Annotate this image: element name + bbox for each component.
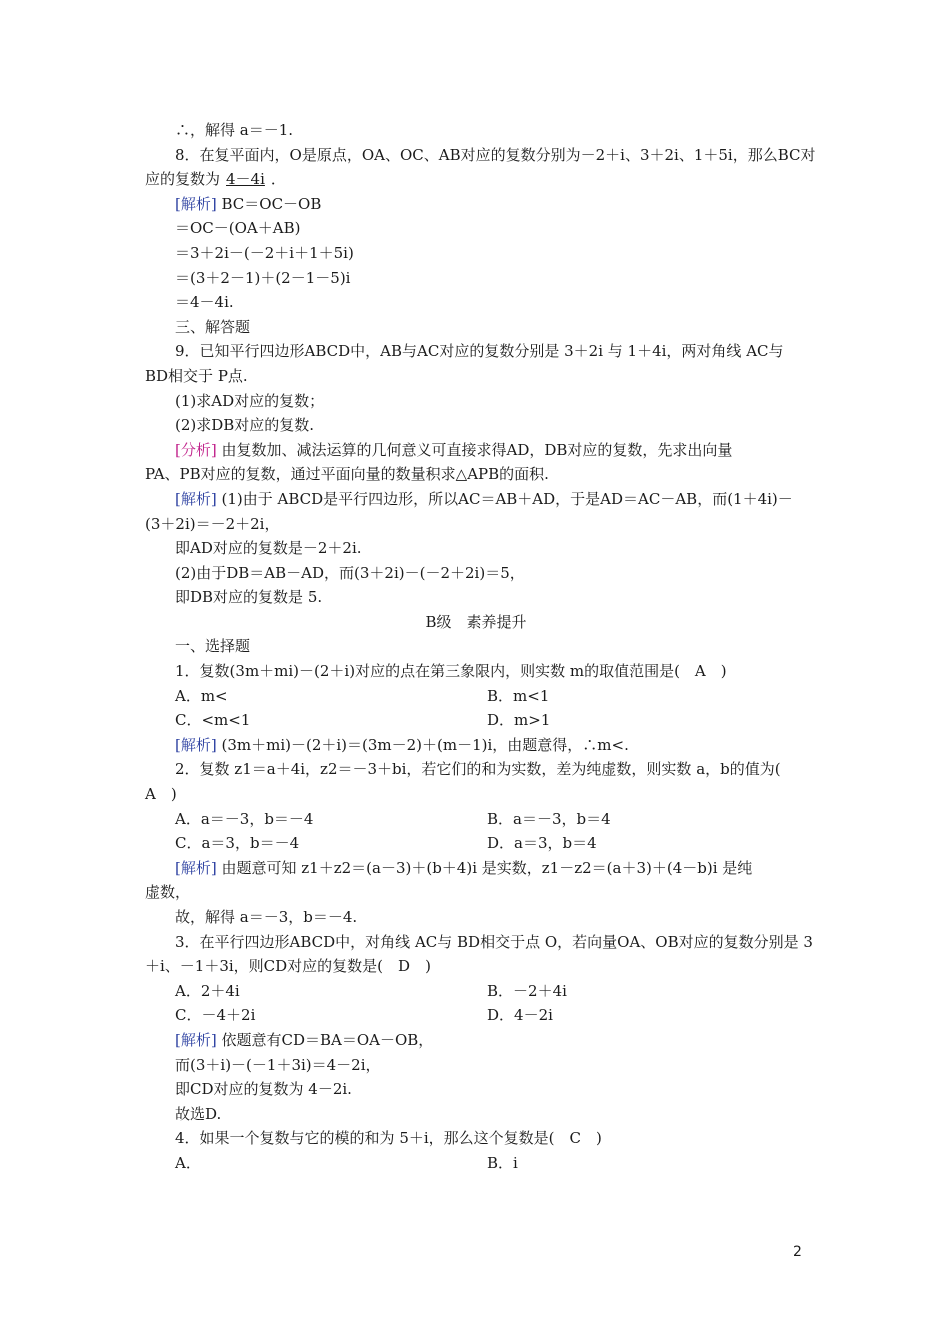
- options-row: [145, 807, 807, 832]
- solution-line-cont: 虚数，: [145, 883, 191, 902]
- analysis-tag: [解析]: [175, 735, 217, 754]
- solution-line: ＝(3＋2－1)＋(2－1－5)i: [175, 268, 351, 287]
- analysis-tag: [解析]: [175, 1030, 217, 1049]
- sub-question: (2)求DB对应的复数.: [175, 416, 315, 435]
- option-a: A．: [175, 1153, 201, 1172]
- question-9-stem-cont: BD相交于 P点.: [145, 366, 248, 385]
- question-1-stem: 1．复数(3m＋mi)－(2＋i)对应的点在第三象限内，则实数 m的取值范围是( A ): [175, 662, 727, 681]
- question-9-stem: 9．已知平行四边形ABCD中，AB与AC对应的复数分别是 3＋2i 与 1＋4i，两对角线 AC与: [175, 342, 784, 361]
- solution-line: [解析] (1)由于 ABCD是平行四边形，所以AC＝AB＋AD，于是AD＝AC－AB，而(1＋4i)－: [175, 489, 793, 508]
- page-number: 2: [793, 1244, 802, 1260]
- text-line: ∴，解得 a＝－1.: [175, 121, 294, 139]
- option-b: B．i: [487, 1153, 518, 1172]
- page-content: [145, 118, 816, 1176]
- analysis-line-cont: PA、PB对应的复数，通过平面向量的数量积求△APB的面积.: [145, 465, 549, 484]
- options-row: [145, 1151, 807, 1176]
- question-2-stem: 2．复数 z1＝a＋4i，z2＝－3＋bi，若它们的和为实数，差为纯虚数，则实数 a，b的值为(: [175, 760, 781, 779]
- options-row: [145, 979, 807, 1004]
- option-a: A．a＝－3，b＝－4: [175, 809, 314, 828]
- solution-line: ＝3＋2i－(－2＋i＋1＋5i): [175, 243, 354, 262]
- option-b: B．a＝－3，b＝4: [487, 809, 611, 828]
- solution-line: [解析] 由题意可知 z1＋z2＝(a－3)＋(b＋4)i 是实数，z1－z2＝(a＋3)＋(4－b)i 是纯: [175, 858, 753, 877]
- question-8-stem: 8．在复平面内，O是原点，OA、OC、AB对应的复数分别为－2＋i、3＋2i、1＋5i，那么BC对: [175, 145, 816, 164]
- solution-line: 故，解得 a＝－3，b＝－4.: [175, 908, 358, 926]
- option-c: C．a＝3，b＝－4: [175, 834, 300, 853]
- question-3-stem: 3．在平行四边形ABCD中，对角线 AC与 BD相交于点 O，若向量OA、OB对应的复数分别是 3: [175, 932, 813, 951]
- solution-line: [解析] BC＝OC－OB: [175, 194, 322, 213]
- question-4-stem: 4．如果一个复数与它的模的和为 5＋i，那么这个复数是( C ): [175, 1129, 602, 1148]
- option-a: A．m<: [175, 686, 228, 705]
- analysis-tag: [解析]: [175, 858, 217, 877]
- solution-line: ＝OC－(OA＋AB): [175, 219, 301, 238]
- sub-question: (1)求AD对应的复数；: [175, 391, 325, 410]
- question-8-stem-cont: 应的复数为 4－4i ．: [145, 170, 286, 189]
- option-d: D．m>1: [487, 711, 551, 730]
- question-2-stem-cont: A ): [145, 785, 177, 804]
- analysis-line: [分析] 由复数加、减法运算的几何意义可直接求得AD，DB对应的复数，先求出向量: [175, 440, 733, 459]
- option-d: D．4－2i: [487, 1006, 553, 1025]
- level-heading: B级 素养提升: [425, 612, 527, 631]
- solution-line: [解析] 依题意有CD＝BA＝OA－OB，: [175, 1030, 434, 1049]
- question-3-stem-cont: ＋i、－1＋3i，则CD对应的复数是( D ): [145, 957, 431, 976]
- section-heading: 三、解答题: [175, 317, 251, 336]
- solution-line: 即CD对应的复数为 4－2i.: [175, 1080, 352, 1099]
- solution-line: 即AD对应的复数是－2＋2i.: [175, 539, 362, 558]
- solution-line: [解析] (3m＋mi)－(2＋i)＝(3m－2)＋(m－1)i，由题意得，∴m<.: [175, 735, 629, 754]
- analysis-tag: [解析]: [175, 194, 217, 213]
- options-row: [145, 708, 807, 733]
- solution-line: ＝4－4i.: [175, 293, 234, 312]
- options-row: [145, 831, 807, 856]
- solution-line: 而(3＋i)－(－1＋3i)＝4－2i，: [175, 1055, 381, 1074]
- option-d: D．a＝3，b＝4: [487, 834, 597, 853]
- solution-line: 故选D.: [175, 1104, 222, 1123]
- analysis-label: [分析]: [175, 440, 217, 459]
- solution-line: (2)由于DB＝AB－AD，而(3＋2i)－(－2＋2i)＝5，: [175, 563, 525, 582]
- options-row: [145, 684, 807, 709]
- option-a: A．2＋4i: [175, 981, 240, 1000]
- solution-line-cont: (3＋2i)＝－2＋2i，: [145, 514, 280, 533]
- answer-blank: 4－4i: [226, 170, 265, 189]
- analysis-tag: [解析]: [175, 489, 217, 508]
- solution-line: 即DB对应的复数是 5.: [175, 588, 323, 607]
- option-b: B．m<1: [487, 686, 550, 705]
- option-b: B．－2＋4i: [487, 981, 567, 1000]
- options-row: [145, 1003, 807, 1028]
- option-c: C．－4＋2i: [175, 1006, 256, 1025]
- section-heading: 一、选择题: [175, 637, 251, 656]
- option-c: C．<m<1: [175, 711, 251, 730]
